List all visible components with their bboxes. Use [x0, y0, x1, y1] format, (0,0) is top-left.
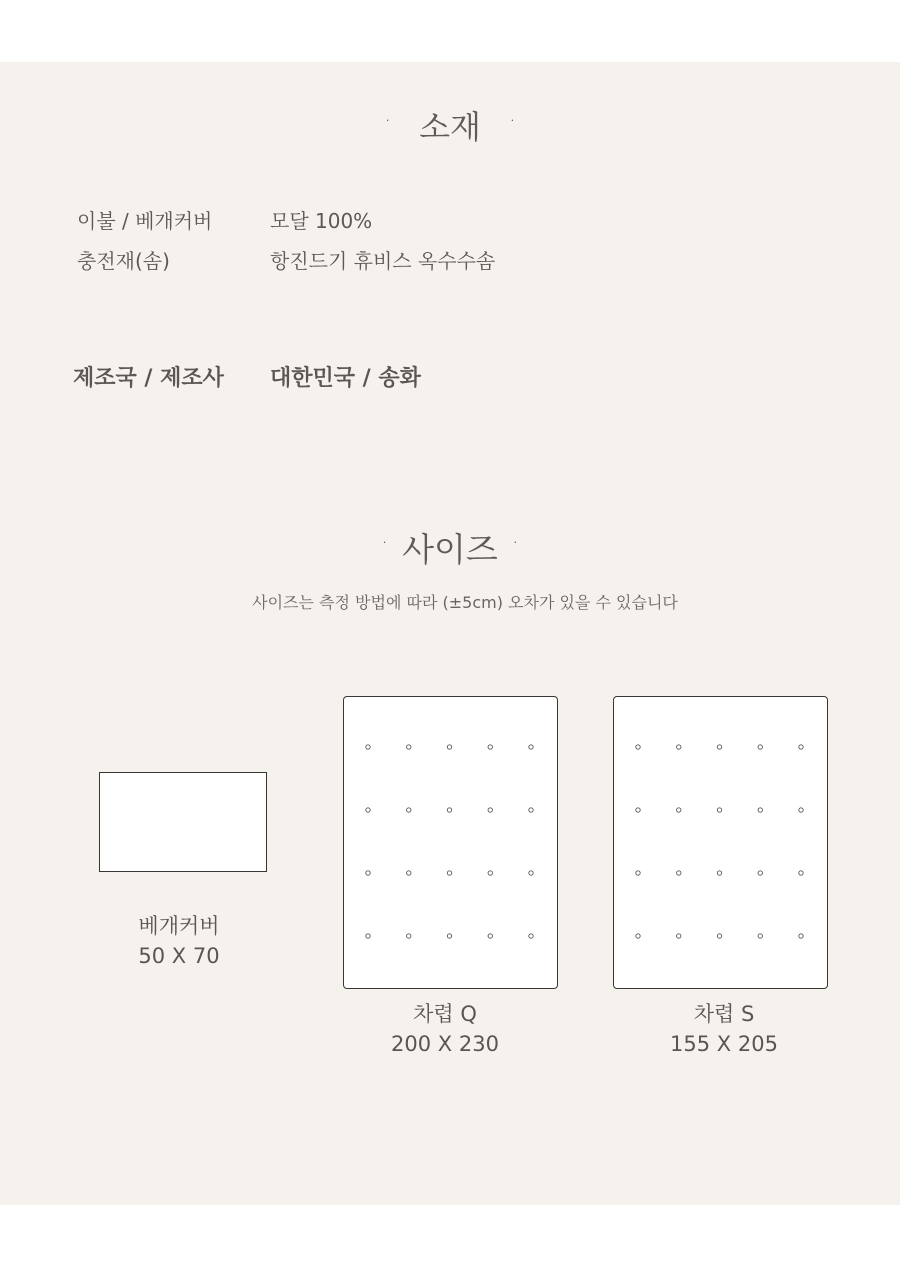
- stitch-dot: [488, 808, 492, 812]
- quilt-single-diagram: [613, 696, 828, 989]
- size-tolerance-note: 사이즈는 측정 방법에 따라 (±5cm) 오차가 있을 수 있습니다: [252, 593, 678, 612]
- stitch-dot: [366, 934, 370, 938]
- title-bullet-left: ·: [381, 531, 389, 556]
- stitch-dot: [636, 934, 640, 938]
- stitch-dot: [529, 808, 533, 812]
- stitch-dot: [366, 808, 370, 812]
- size-section-title: [0, 524, 900, 571]
- stitch-dot: [677, 871, 681, 875]
- quilt-single-caption: [624, 999, 824, 1059]
- title-bullet-left: ·: [384, 108, 392, 134]
- stitch-dot: [488, 745, 492, 749]
- stitch-dot: [677, 808, 681, 812]
- stitch-dot: [407, 745, 411, 749]
- stitch-dot: [717, 871, 721, 875]
- pillow-cover-diagram: [99, 772, 267, 872]
- size-item-name: 차렵 Q: [413, 1002, 477, 1026]
- quilt-stitch-pattern: [614, 697, 827, 988]
- stitch-dot: [636, 871, 640, 875]
- quilt-queen-caption: [345, 999, 545, 1059]
- stitch-dot: [758, 871, 762, 875]
- size-item-dims: 50 X 70: [138, 944, 220, 968]
- stitch-dot: [717, 934, 721, 938]
- spec-value: 모달 100%: [270, 209, 373, 233]
- stitch-dot: [799, 871, 803, 875]
- quilt-stitch-pattern: [344, 697, 557, 988]
- stitch-dot: [407, 934, 411, 938]
- stitch-dot: [488, 871, 492, 875]
- stitch-dot: [407, 808, 411, 812]
- title-bullet-right: ·: [511, 531, 519, 556]
- stitch-dot: [447, 934, 451, 938]
- stitch-dot: [677, 934, 681, 938]
- stitch-dot: [758, 808, 762, 812]
- stitch-dot: [799, 934, 803, 938]
- stitch-dot: [758, 745, 762, 749]
- size-item-name: 차렵 S: [693, 1002, 755, 1026]
- size-item-name: 베개커버: [138, 914, 220, 938]
- origin-label: 제조국 / 제조사: [73, 366, 224, 391]
- stitch-dot: [529, 934, 533, 938]
- stitch-dot: [447, 808, 451, 812]
- title-bullet-right: ·: [508, 108, 516, 134]
- size-title-text: 사이즈: [402, 530, 498, 569]
- stitch-dot: [717, 745, 721, 749]
- pillow-cover-caption: [79, 911, 279, 971]
- stitch-dot: [447, 745, 451, 749]
- stitch-dot: [447, 871, 451, 875]
- stitch-dot: [758, 934, 762, 938]
- stitch-dot: [799, 745, 803, 749]
- origin-value: 대한민국 / 송화: [270, 366, 421, 391]
- size-item-dims: 155 X 205: [670, 1032, 778, 1056]
- quilt-queen-diagram: [343, 696, 558, 989]
- stitch-dot: [529, 871, 533, 875]
- stitch-dot: [407, 871, 411, 875]
- spec-label: 충전재(솜): [77, 249, 170, 273]
- material-section-title: [0, 102, 900, 148]
- size-item-dims: 200 X 230: [391, 1032, 499, 1056]
- stitch-dot: [488, 934, 492, 938]
- stitch-dot: [366, 871, 370, 875]
- spec-label: 이불 / 베개커버: [77, 209, 213, 233]
- stitch-dot: [799, 808, 803, 812]
- stitch-dot: [529, 745, 533, 749]
- stitch-dot: [677, 745, 681, 749]
- stitch-dot: [717, 808, 721, 812]
- stitch-dot: [366, 745, 370, 749]
- stitch-dot: [636, 745, 640, 749]
- material-title-text: 소재: [419, 108, 481, 146]
- spec-value: 항진드기 휴비스 옥수수솜: [270, 249, 496, 273]
- stitch-dot: [636, 808, 640, 812]
